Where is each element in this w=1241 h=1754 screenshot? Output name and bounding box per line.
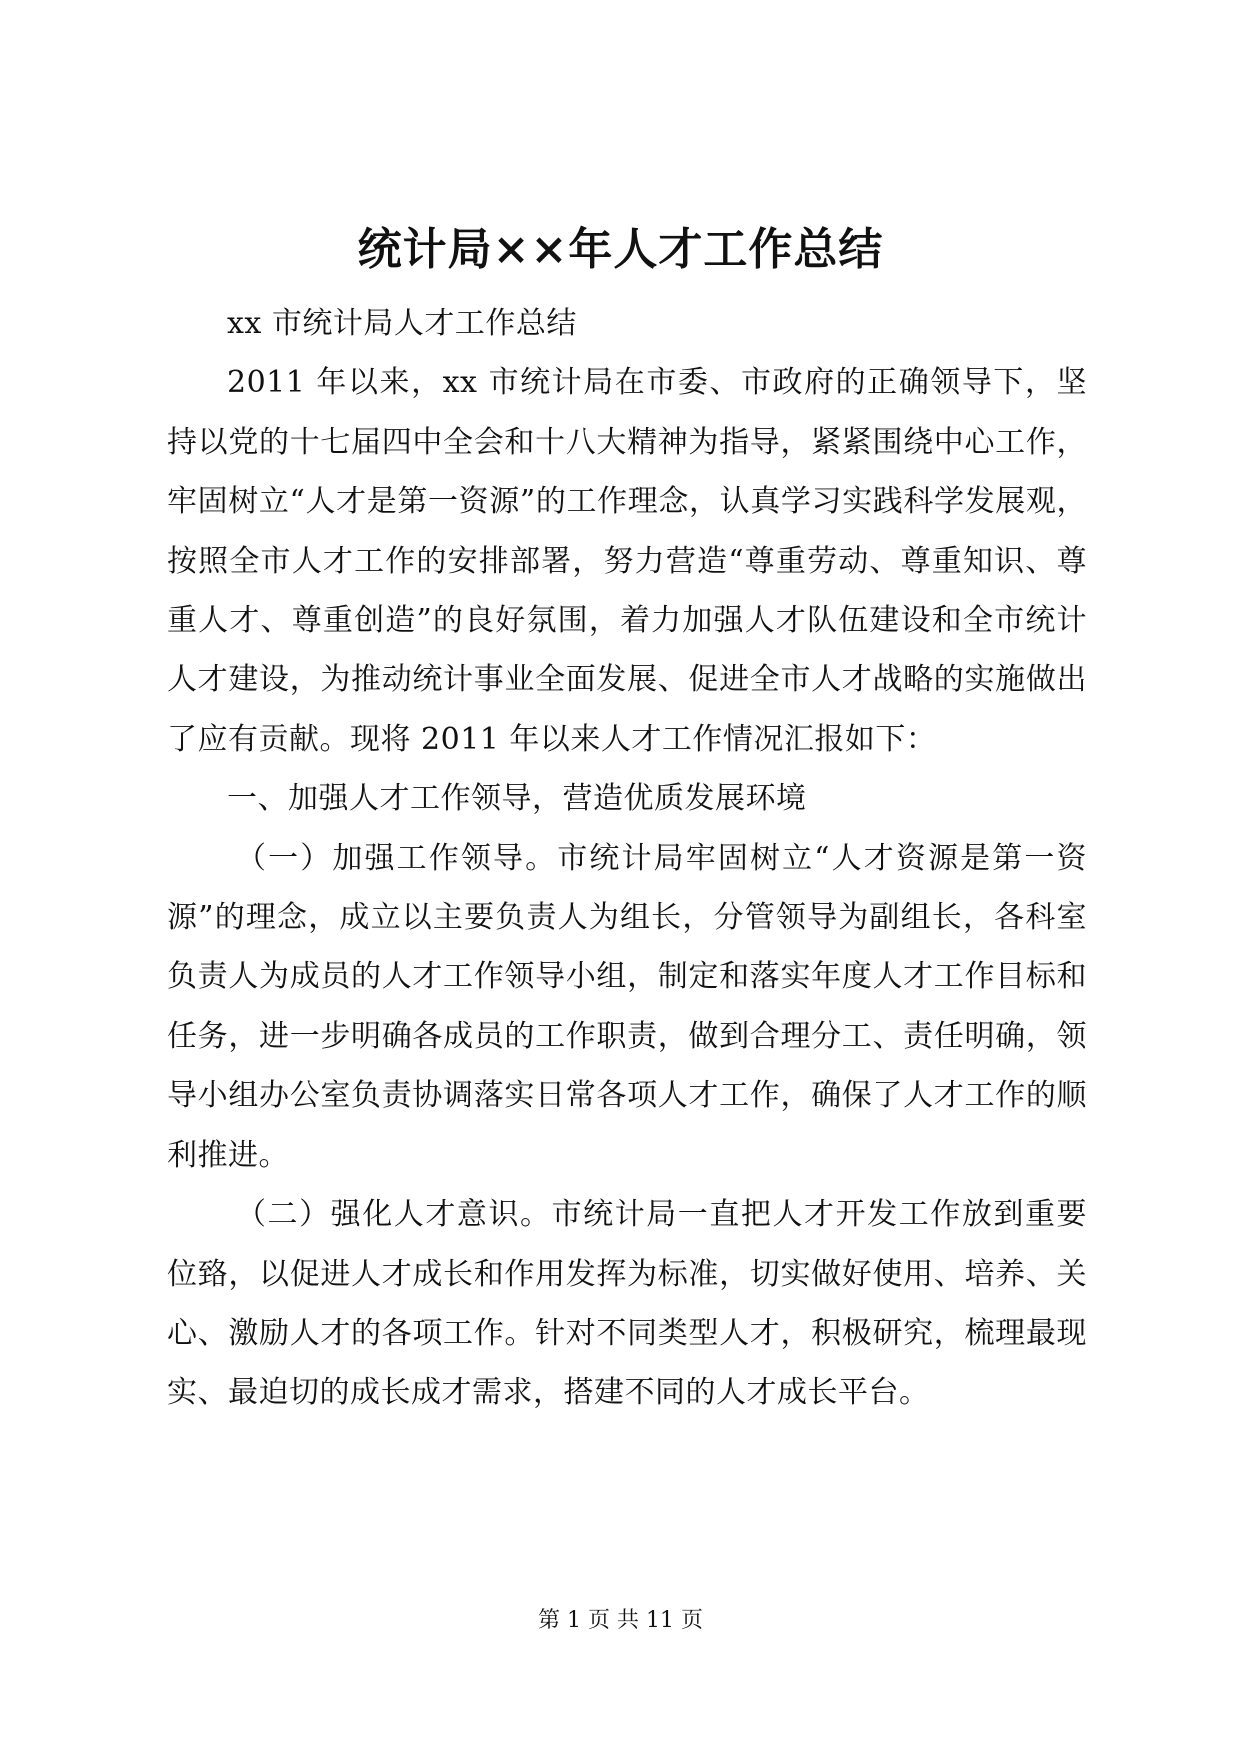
document-body	[167, 294, 1087, 1423]
document-title: 统计局××年人才工作总结	[357, 224, 884, 275]
page-number-footer: 第 1 页 共 11 页	[538, 1608, 703, 1633]
paragraph-intro: 2011 年以来，xx 市统计局在市委、市政府的正确领导下，坚持以党的十七届四中全会和十八大精神为指导，紧紧围绕中心工作，牢固树立“人才是第一资源”的工作理念，认真学习实践科学发展观，按照全市人才工作的安排部署，努力营造“尊重劳动、尊重知识、尊重人才、尊重创造”的良好氛围，着力加强人才队伍建设和全市统计人才建设，为推动统计事业全面发展、促进全市人才战略的实施做出了应有贡献。现将 2011 年以来人才工作情况汇报如下：	[167, 365, 1087, 757]
section-heading-1: 一、加强人才工作领导，营造优质发展环境	[227, 781, 807, 817]
paragraph-subtitle: xx 市统计局人才工作总结	[227, 306, 577, 341]
paragraph-item-2: （二）强化人才意识。市统计局一直把人才开发工作放到重要位臵，以促进人才成长和作用发挥为标准，切实做好使用、培养、关心、激励人才的各项工作。针对不同类型人才，积极研究，梳理最现实、最迫切的成长成才需求，搭建不同的人才成长平台。	[167, 1197, 1087, 1411]
paragraph-item-1: （一）加强工作领导。市统计局牢固树立“人才资源是第一资源”的理念，成立以主要负责人为组长，分管领导为副组长，各科室负责人为成员的人才工作领导小组，制定和落实年度人才工作目标和任务，进一步明确各成员的工作职责，做到合理分工、责任明确，领导小组办公室负责协调落实日常各项人才工作，确保了人才工作的顺利推进。	[167, 840, 1087, 1173]
